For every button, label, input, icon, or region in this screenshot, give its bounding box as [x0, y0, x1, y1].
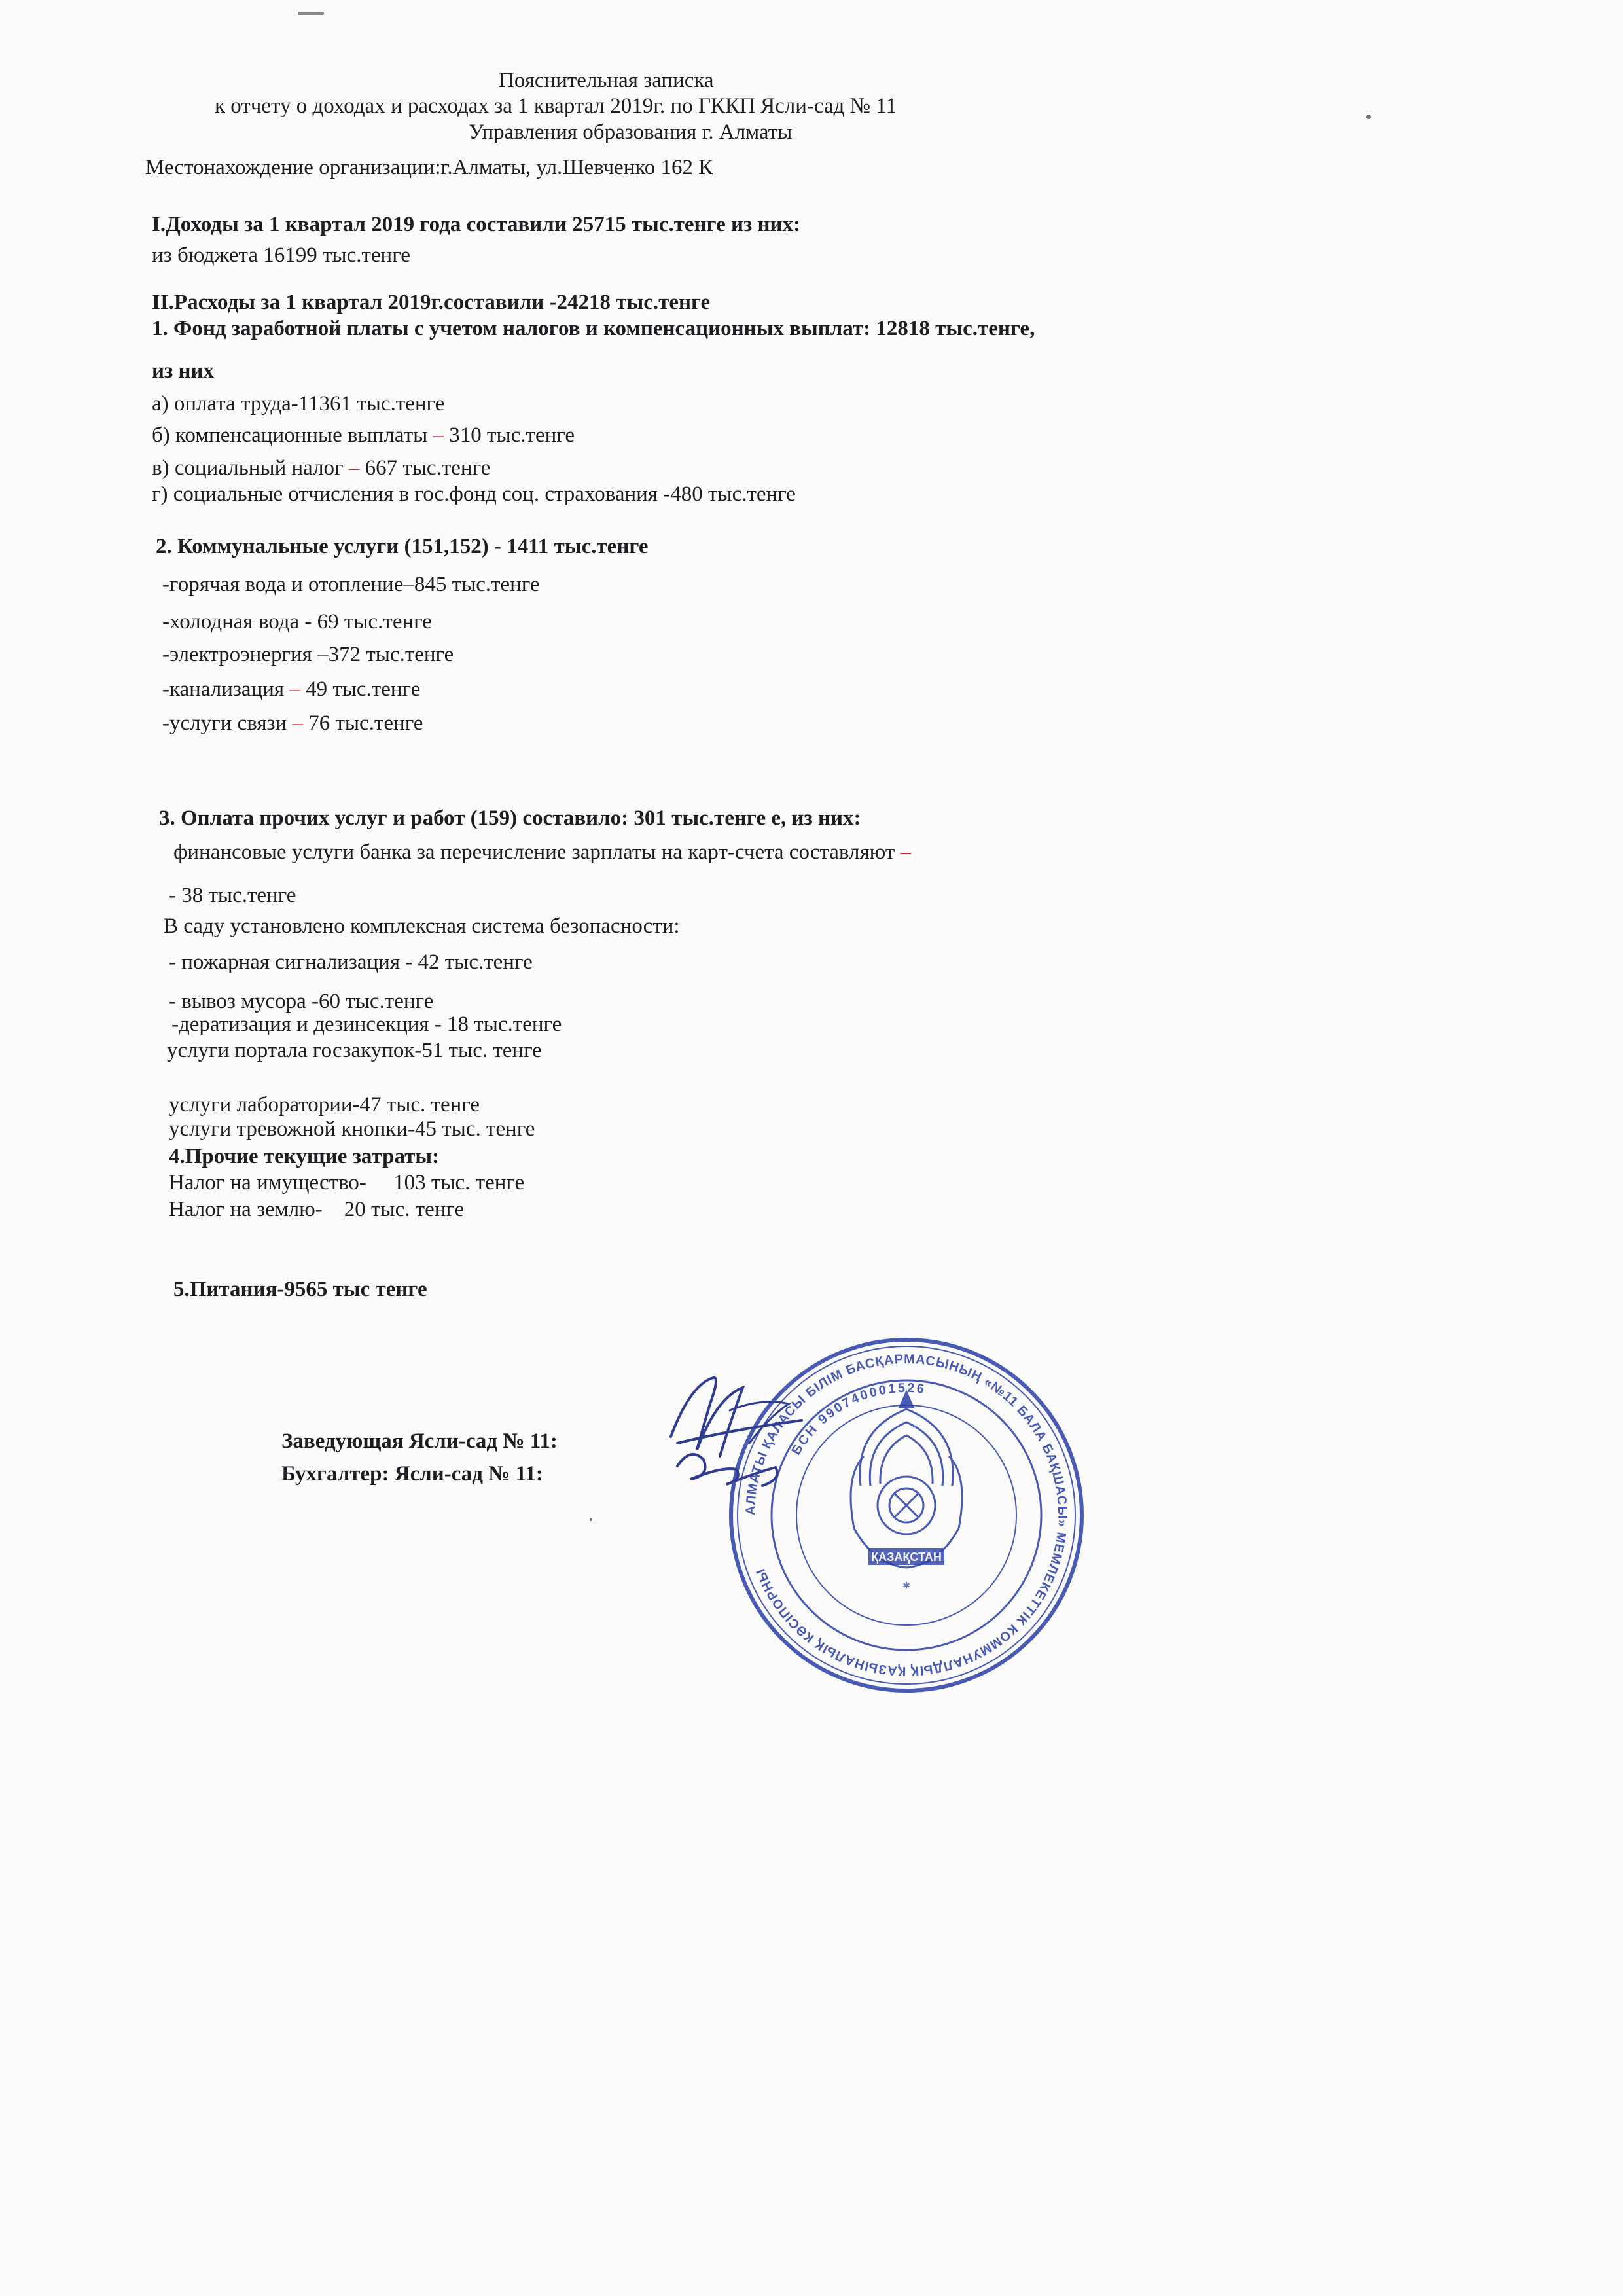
other-service-item: услуги портала госзакупок-51 тыс. тенге: [167, 1039, 542, 1062]
bank-services: финансовые услуги банка за перечисление зарплаты на карт-счета составляют –: [173, 840, 912, 864]
stamp-star-icon: ✱: [902, 1580, 910, 1590]
security-system: В саду установлено комплексная система безопасности:: [164, 914, 680, 938]
stamp-inner-text: БСН 990740001526: [789, 1380, 927, 1458]
emblem-icon: [851, 1392, 962, 1568]
payroll-item: а) оплата труда-11361 тыс.тенге: [152, 392, 445, 416]
scan-speck: [1366, 115, 1371, 119]
utilities-item: -холодная вода - 69 тыс.тенге: [162, 610, 432, 634]
utilities-item: -горячая вода и отопление–845 тыс.тенге: [162, 573, 540, 596]
other-service-item: -дератизация и дезинсекция - 18 тыс.тенге: [171, 1013, 562, 1036]
income-heading: I.Доходы за 1 квартал 2019 года составили 25715 тыс.тенге из них:: [152, 213, 801, 236]
accountant-signature-label: Бухгалтер: Ясли-сад № 11:: [281, 1462, 543, 1486]
payroll-heading-cont: из них: [152, 359, 215, 383]
utilities-item: -канализация – 49 тыс.тенге: [162, 677, 421, 701]
scan-speck: [590, 1518, 592, 1521]
payroll-item: в) социальный налог – 667 тыс.тенге: [152, 456, 491, 480]
stamp-center-text: ҚАЗАҚСТАН: [871, 1551, 942, 1564]
head-signature-label: Заведующая Ясли-сад № 11:: [281, 1429, 558, 1453]
stamp-outer-text: АЛМАТЫ ҚАЛАСЫ БІЛІМ БАСҚАРМАСЫНЫҢ «№11 БАЛА БАҚШАСЫ» МЕМЛЕКЕТТІК КОММУНАЛДЫҚ ҚАЗЫНАЛЫҚ КӘСІПОРНЫ: [743, 1352, 1070, 1679]
payroll-item: б) компенсационные выплаты – 310 тыс.тенге: [152, 423, 575, 447]
document-title: Пояснительная записка: [499, 69, 714, 92]
income-budget: из бюджета 16199 тыс.тенге: [152, 243, 410, 267]
current-costs-heading: 4.Прочие текущие затраты:: [169, 1145, 440, 1168]
utilities-item: -электроэнергия –372 тыс.тенге: [162, 643, 454, 666]
utilities-item: -услуги связи – 76 тыс.тенге: [162, 711, 423, 735]
food-expenses: 5.Питания-9565 тыс тенге: [173, 1278, 427, 1301]
other-service-item: услуги тревожной кнопки-45 тыс. тенге: [169, 1117, 535, 1141]
land-tax: Налог на землю- 20 тыс. тенге: [169, 1198, 465, 1221]
organization-location: Местонахождение организации:г.Алматы, ул.Шевченко 162 К: [145, 156, 713, 179]
document-subtitle-department: Управления образования г. Алматы: [469, 120, 793, 144]
bank-services-amount: - 38 тыс.тенге: [169, 884, 296, 907]
payroll-heading: 1. Фонд заработной платы с учетом налогов и компенсационных выплат: 12818 тыс.тенге,: [152, 317, 1035, 340]
other-service-item: - вывоз мусора -60 тыс.тенге: [169, 990, 434, 1013]
other-service-item: услуги лаборатории-47 тыс. тенге: [169, 1093, 480, 1117]
payroll-item: г) социальные отчисления в гос.фонд соц. страхования -480 тыс.тенге: [152, 482, 796, 506]
property-tax: Налог на имущество- 103 тыс. тенге: [169, 1171, 525, 1194]
other-services-heading: 3. Оплата прочих услуг и работ (159) составило: 301 тыс.тенге е, из них:: [159, 806, 861, 830]
signature-accountant: [664, 1440, 802, 1499]
document-subtitle: к отчету о доходах и расходах за 1 квартал 2019г. по ГККП Ясли-сад № 11: [215, 94, 897, 118]
other-service-item: - пожарная сигнализация - 42 тыс.тенге: [169, 950, 533, 974]
utilities-heading: 2. Коммунальные услуги (151,152) - 1411 тыс.тенге: [156, 535, 649, 558]
expenses-heading: II.Расходы за 1 квартал 2019г.составили -24218 тыс.тенге: [152, 291, 711, 314]
scan-speck: [298, 12, 324, 15]
